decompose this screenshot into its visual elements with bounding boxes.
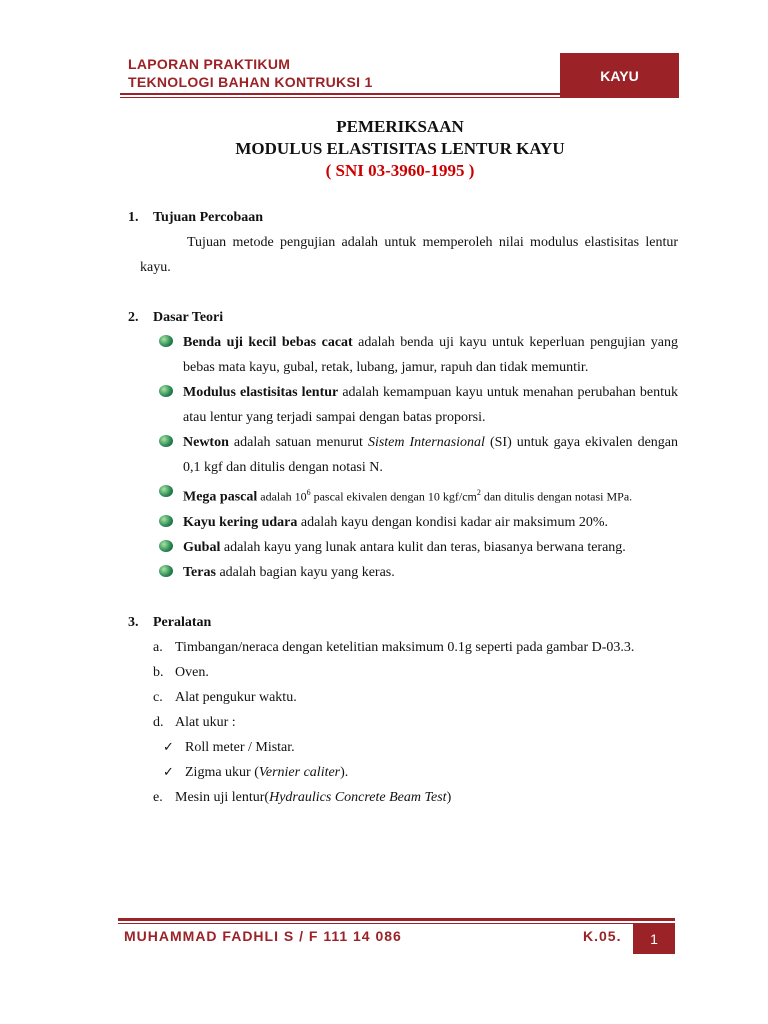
green-globe-bullet-icon <box>159 435 173 447</box>
section-number: 3. <box>128 614 139 630</box>
title-standard: ( SNI 03-3960-1995 ) <box>325 161 475 180</box>
green-globe-bullet-icon <box>159 385 173 397</box>
title-line-1: PEMERIKSAAN <box>336 117 464 136</box>
list-text: Alat ukur : <box>175 714 236 730</box>
list-text: Alat pengukur waktu. <box>175 689 297 705</box>
list-item <box>128 480 678 510</box>
definition: adalah kayu dengan kondisi kadar air maksimum 20%. <box>297 514 608 530</box>
green-globe-bullet-icon <box>159 335 173 347</box>
definition-italic: Sistem Internasional <box>367 435 485 450</box>
superscript: 6 <box>306 488 311 497</box>
section-heading <box>128 305 678 330</box>
header-title <box>128 55 428 91</box>
term: Mega pascal <box>183 489 258 505</box>
page-number: 1 <box>633 924 675 954</box>
list-letter: a. <box>153 639 163 655</box>
sub-list-item <box>128 760 678 785</box>
list-text: Zigma ukur ( <box>185 764 259 780</box>
definition: (SI) untuk gaya ekivalen dengan 0,1 kgf dan ditulis dengan notasi N. <box>183 435 678 475</box>
section-number: 1. <box>128 210 139 225</box>
green-globe-bullet-icon <box>159 565 173 577</box>
term: Kayu kering udara <box>183 514 298 530</box>
header-line-1: LAPORAN PRAKTIKUM <box>128 56 291 72</box>
list-item <box>128 330 678 380</box>
definition: adalah satuan menurut <box>228 435 368 450</box>
document-body <box>128 205 678 810</box>
list-text: ) <box>446 789 452 805</box>
list-text: Oven. <box>175 664 209 680</box>
list-item <box>128 430 678 480</box>
list-item <box>128 560 678 585</box>
definition: dan ditulis dengan notasi MPa. <box>480 489 633 504</box>
document-title <box>100 116 700 182</box>
list-item <box>128 785 678 810</box>
list-item <box>128 660 678 685</box>
section-title: Tujuan Percobaan <box>153 210 264 225</box>
footer-rule-thin <box>118 923 675 924</box>
green-globe-bullet-icon <box>159 540 173 552</box>
section-number: 2. <box>128 310 139 325</box>
section-heading <box>128 610 678 635</box>
list-text: ). <box>340 764 349 780</box>
list-item <box>128 710 678 785</box>
header-badge: KAYU <box>560 53 679 98</box>
section-title: Dasar Teori <box>153 310 224 325</box>
green-globe-bullet-icon <box>159 485 173 497</box>
term: Gubal <box>183 539 221 555</box>
list-letter: e. <box>153 789 163 805</box>
list-item <box>128 380 678 430</box>
footer-rule <box>118 918 675 921</box>
checkmark-icon: ✓ <box>163 764 174 780</box>
definition: adalah kemampuan kayu untuk menahan perubahan bentuk atau lentur yang terjadi sampai dengan batas proporsi. <box>183 385 678 425</box>
checkmark-icon: ✓ <box>163 739 174 755</box>
list-text: Roll meter / Mistar. <box>185 739 295 755</box>
list-text-italic: Vernier caliter <box>258 764 341 780</box>
title-line-2: MODULUS ELASTISITAS LENTUR KAYU <box>235 139 565 158</box>
definition: adalah kayu yang lunak antara kulit dan teras, biasanya berwana terang. <box>220 539 626 555</box>
term: Benda uji kecil bebas cacat <box>183 335 353 350</box>
paragraph: Tujuan metode pengujian adalah untuk memperoleh nilai modulus elastisitas lentur kayu. <box>140 235 678 275</box>
header-rule-thin <box>120 97 560 98</box>
definition: adalah benda uji kayu untuk keperluan pengujian yang bebas mata kayu, gubal, retak, lubang, jamur, rapuh dan tidak memuntir. <box>183 335 678 375</box>
list-text: Mesin uji lentur( <box>175 789 270 805</box>
green-globe-bullet-icon <box>159 515 173 527</box>
header-rule <box>120 93 560 95</box>
sub-list <box>128 735 678 785</box>
list-letter: c. <box>153 689 163 705</box>
superscript: 2 <box>476 488 481 497</box>
list-text-italic: Hydraulics Concrete Beam Test <box>269 789 447 805</box>
list-item <box>128 535 678 560</box>
list-letter: b. <box>153 664 164 680</box>
definition: pascal ekivalen dengan 10 kgf/cm <box>310 489 477 504</box>
definition-list <box>128 330 678 585</box>
list-item <box>128 510 678 535</box>
list-text: Timbangan/neraca dengan ketelitian maksimum 0.1g seperti pada gambar D-03.3. <box>175 639 635 655</box>
term: Teras <box>183 564 216 580</box>
header-line-2: TEKNOLOGI BAHAN KONTRUKSI 1 <box>128 74 373 90</box>
definition: adalah 10 <box>257 489 307 504</box>
term: Modulus elastisitas lentur <box>183 385 339 400</box>
equipment-list <box>128 635 678 810</box>
footer-code: K.05. <box>583 928 622 944</box>
section-heading <box>128 205 678 230</box>
definition: adalah bagian kayu yang keras. <box>215 564 395 580</box>
list-letter: d. <box>153 714 164 730</box>
section-title: Peralatan <box>153 614 212 630</box>
sub-list-item <box>128 735 678 760</box>
term: Newton <box>183 435 229 450</box>
footer-author: MUHAMMAD FADHLI S / F 111 14 086 <box>124 928 402 944</box>
list-item <box>128 635 678 660</box>
list-item <box>128 685 678 710</box>
